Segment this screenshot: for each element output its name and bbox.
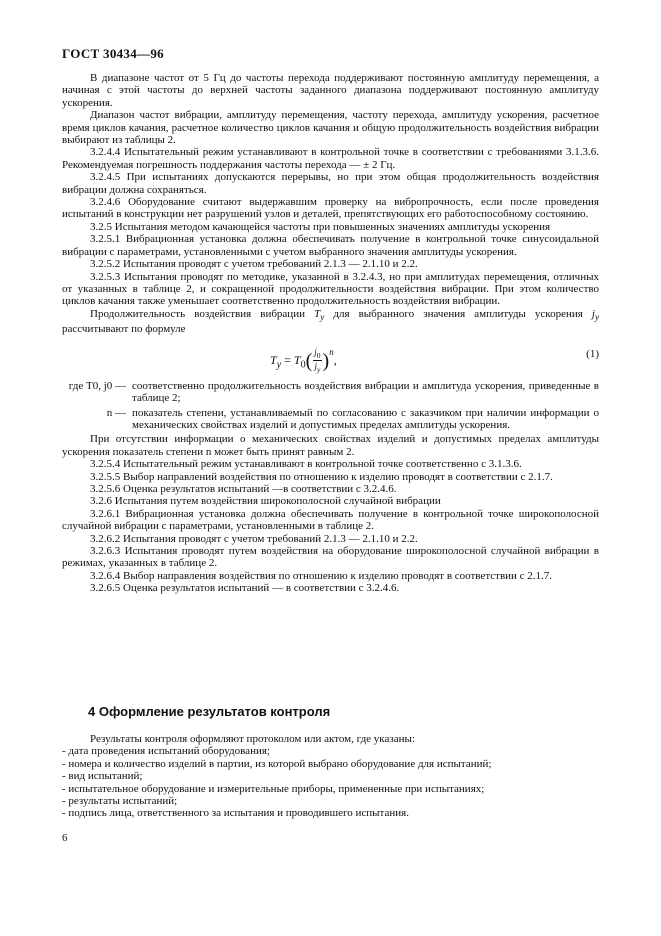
- paragraph: При отсутствии информации о механических свойствах изделий и допустимых пределах амплитуды ускорения показатель степени n может быть принят равным 2.: [62, 433, 599, 458]
- list-item: - результаты испытаний;: [62, 795, 178, 808]
- where-item: n — показатель степени, устанавливаемый по согласованию с заказчиком при наличии информации о механических свойствах изделий и допустимых пределах амплитуды ускорения.: [106, 406, 599, 431]
- results-list: [62, 745, 599, 819]
- paragraph-3-2-4-4: 3.2.4.4 Испытательный режим устанавливают в контрольной точке в соответствии с требованиями 3.1.3.6. Рекомендуемая погрешность поддержания частоты перехода — ± 2 Гц.: [62, 146, 599, 171]
- fraction: $\frac{j_0}{j_y}$: [314, 346, 321, 375]
- list-item: - дата проведения испытаний оборудования;: [62, 745, 270, 758]
- var-T: T: [314, 307, 321, 320]
- paragraph-3-2-5-1: 3.2.5.1 Вибрационная установка должна обеспечивать получение в контрольной точке синусоидальной вибрации с параметрами, установленными с учетом выбранного значения амплитуды ускорения.: [62, 233, 599, 258]
- paragraph-3-2-4-5: 3.2.4.5 При испытаниях допускаются перерывы, но при этом общая продолжительность воздействия вибрации должна сохраняться.: [62, 171, 599, 196]
- paragraph-3-2-5-3: 3.2.5.3 Испытания проводят по методике, указанной в 3.2.4.3, но при амплитудах перемещения, отличных от указанных в таблице 2, и сокращенной продолжительности воздействия вибрации. При этом количество циклов качания также уменьшает соответственно продолжительность воздействия вибрации.: [62, 270, 599, 308]
- paragraph-3-2-6-2: 3.2.6.2 Испытания проводят с учетом требований 2.1.3 — 2.1.10 и 2.2.: [90, 532, 418, 545]
- formula-intro: Продолжительность воздействия вибрации $T_y$ для выбранного значения амплитуды ускорения $j_y$ рассчитывают по формуле: [62, 307, 600, 336]
- paragraph-3-2-6-1: 3.2.6.1 Вибрационная установка должна обеспечивать получение в контрольной точке широкополосной случайной вибрации с параметрами, установленными в таблице 2.: [62, 507, 599, 533]
- section-title: 4 Оформление результатов контроля: [88, 704, 331, 719]
- paragraph-3-2-6: 3.2.6 Испытания путем воздействия широкополосной случайной вибрации: [90, 495, 441, 508]
- document-body: [62, 72, 599, 595]
- paragraph-3-2-5: 3.2.5 Испытания методом качающейся частоты при повышенных значениях амплитуды ускорения: [90, 220, 551, 233]
- paragraph-3-2-5-5: 3.2.5.5 Выбор направлений воздействия по отношению к изделию проводят в соответствии с 2.1.7.: [90, 470, 553, 483]
- list-item: - испытательное оборудование и измерительные приборы, примененные при испытаниях;: [62, 782, 485, 795]
- page-number: 6: [62, 832, 68, 844]
- list-item: - вид испытаний;: [62, 770, 143, 783]
- list-item: - номера и количество изделий в партии, из которой выбрано оборудование для испытаний;: [62, 757, 492, 770]
- paragraph-3-2-5-4: 3.2.5.4 Испытательный режим устанавливают в контрольной точке соответственно с 3.1.3.6.: [90, 458, 522, 471]
- formula: $T_y = T_0$( $\frac{j_0}{j_y}$ )$^n$,: [270, 346, 337, 375]
- var-j: j: [591, 307, 595, 320]
- paragraph-3-2-6-3: 3.2.6.3 Испытания проводят путем воздействия на оборудование широкополосной случайной вибрации в режимах, указанных в таблице 2.: [62, 545, 599, 570]
- results-block: [62, 733, 599, 820]
- formula-number: (1): [586, 347, 599, 360]
- formula-block: [62, 340, 599, 380]
- paragraph: Диапазон частот вибрации, амплитуду перемещения, частоту перехода, амплитуду ускорения, расчетное время циклов качания, расчетное количество циклов качания и общую продолжительность воздействия вибрации выбирают из таблицы 2.: [62, 109, 599, 147]
- paragraph-3-2-6-4: 3.2.6.4 Выбор направления воздействия по отношению к изделию проводят в соответствии с 2.1.7.: [90, 569, 553, 582]
- where-item: где T0, j0 — соответственно продолжительность воздействия вибрации и амплитуда ускорения, приведенные в таблице 2;: [68, 379, 599, 405]
- paragraph-3-2-6-5: 3.2.6.5 Оценка результатов испытаний — в соответствии с 3.2.4.6.: [90, 582, 400, 595]
- paragraph-3-2-5-6: 3.2.5.6 Оценка результатов испытаний —в соответствии с 3.2.4.6.: [90, 482, 397, 495]
- standard-header: ГОСТ 30434—96: [62, 46, 164, 61]
- results-intro: Результаты контроля оформляют протоколом или актом, где указаны:: [90, 733, 415, 745]
- list-item: - подпись лица, ответственного за испытания и проводившего испытания.: [62, 807, 409, 820]
- paragraph: В диапазоне частот от 5 Гц до частоты перехода поддерживают постоянную амплитуду перемещения, а начиная с этой частоты до верхней частоты заданного диапазона поддерживают постоянную амплитуду ускорения.: [62, 72, 599, 109]
- paragraph-3-2-5-2: 3.2.5.2 Испытания проводят с учетом требований 2.1.3 — 2.1.10 и 2.2.: [90, 258, 418, 271]
- paragraph-3-2-4-6: 3.2.4.6 Оборудование считают выдержавшим проверку на вибропрочность, если после проведения испытаний в конструкции нет разрушений узлов и деталей, препятствующих его работоспособному состоянию.: [62, 196, 599, 221]
